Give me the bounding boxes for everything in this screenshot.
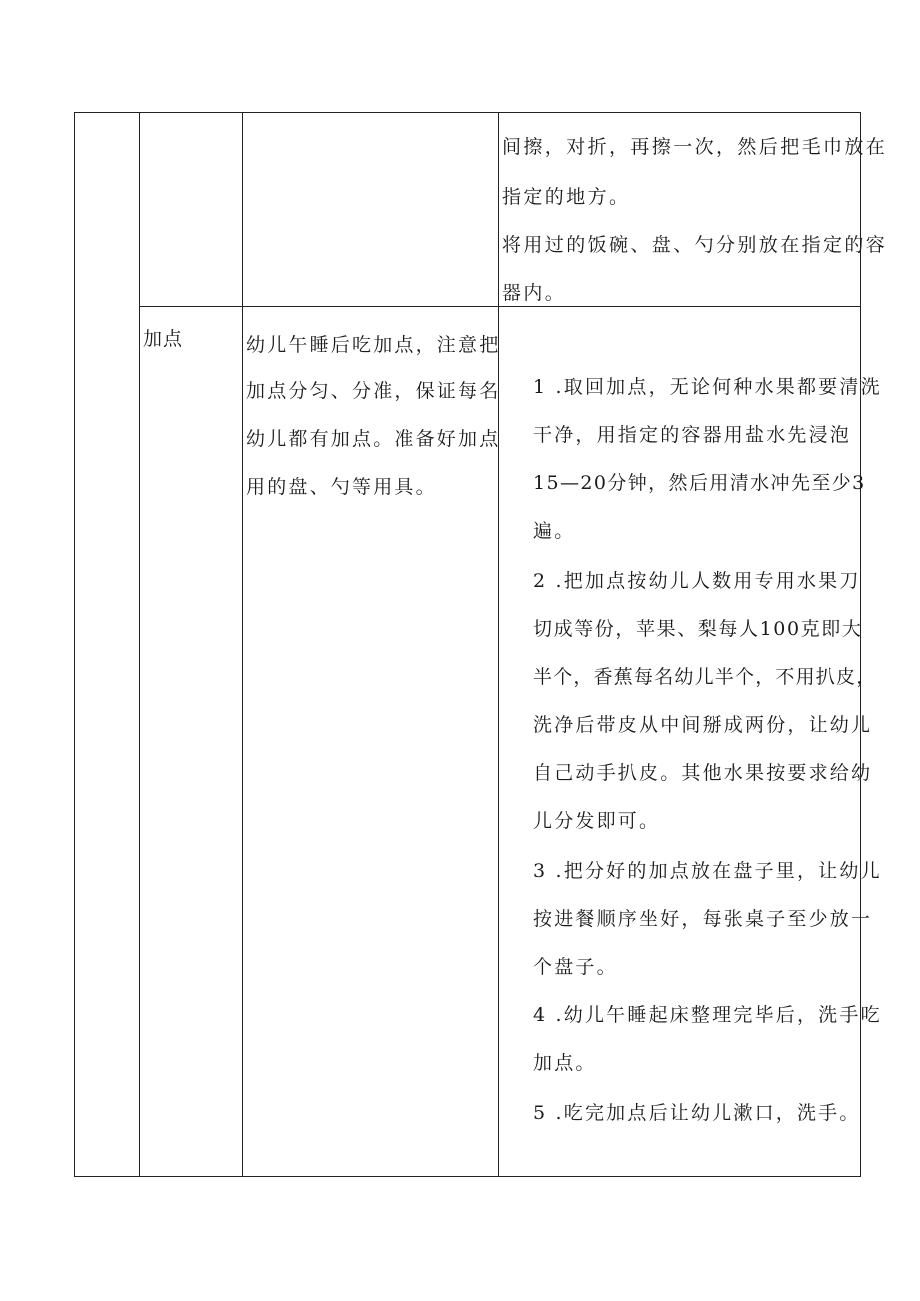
text-line: 将用过的饭碗、盘、勺分别放在指定的容 [502,234,888,256]
step-line: 加点。 [533,1052,597,1074]
column-divider-2 [242,112,243,1177]
row-divider [139,306,861,307]
column-divider-1 [139,112,140,1177]
step-line: 按进餐顺序坐好，每张桌子至少放一 [533,908,873,930]
text-line: 间擦，对折，再擦一次，然后把毛巾放在 [502,136,888,158]
snack-label: 加点 [143,328,184,350]
step-line: 4 .幼儿午睡起床整理完毕后，洗手吃 [533,1004,882,1026]
text-line: 指定的地方。 [502,186,631,208]
step-line: 半个，香蕉每名幼儿半个，不用扒皮， [533,666,877,688]
text-line: 加点分匀、分准，保证每名 [246,380,501,402]
table-left-border [74,112,75,1177]
step-line: 自己动手扒皮。其他水果按要求给幼 [533,762,873,784]
table-bottom-border [74,1176,861,1177]
step-line: 15—20分钟，然后用清水冲先至少3 [533,472,866,494]
step-line: 遍。 [533,520,576,542]
text-line: 幼儿午睡后吃加点，注意把 [246,334,501,356]
text-line: 用的盘、勺等用具。 [246,476,437,498]
step-line: 切成等份，苹果、梨每人100克即大 [533,618,863,640]
column-divider-3 [498,112,499,1177]
step-line: 3 .把分好的加点放在盘子里，让幼儿 [533,860,882,882]
step-line: 个盘子。 [533,956,618,978]
step-line: 5 .吃完加点后让幼儿漱口，洗手。 [533,1102,861,1124]
text-line: 幼儿都有加点。准备好加点 [246,428,501,450]
step-line: 1 .取回加点，无论何种水果都要清洗 [533,376,882,398]
step-line: 干净，用指定的容器用盐水先浸泡 [533,424,852,446]
table-top-border [74,112,861,113]
text-line: 器内。 [502,282,567,304]
step-line: 2 .把加点按幼儿人数用专用水果刀 [533,570,861,592]
step-line: 洗净后带皮从中间掰成两份，让幼儿 [533,714,873,736]
step-line: 儿分发即可。 [533,810,661,832]
